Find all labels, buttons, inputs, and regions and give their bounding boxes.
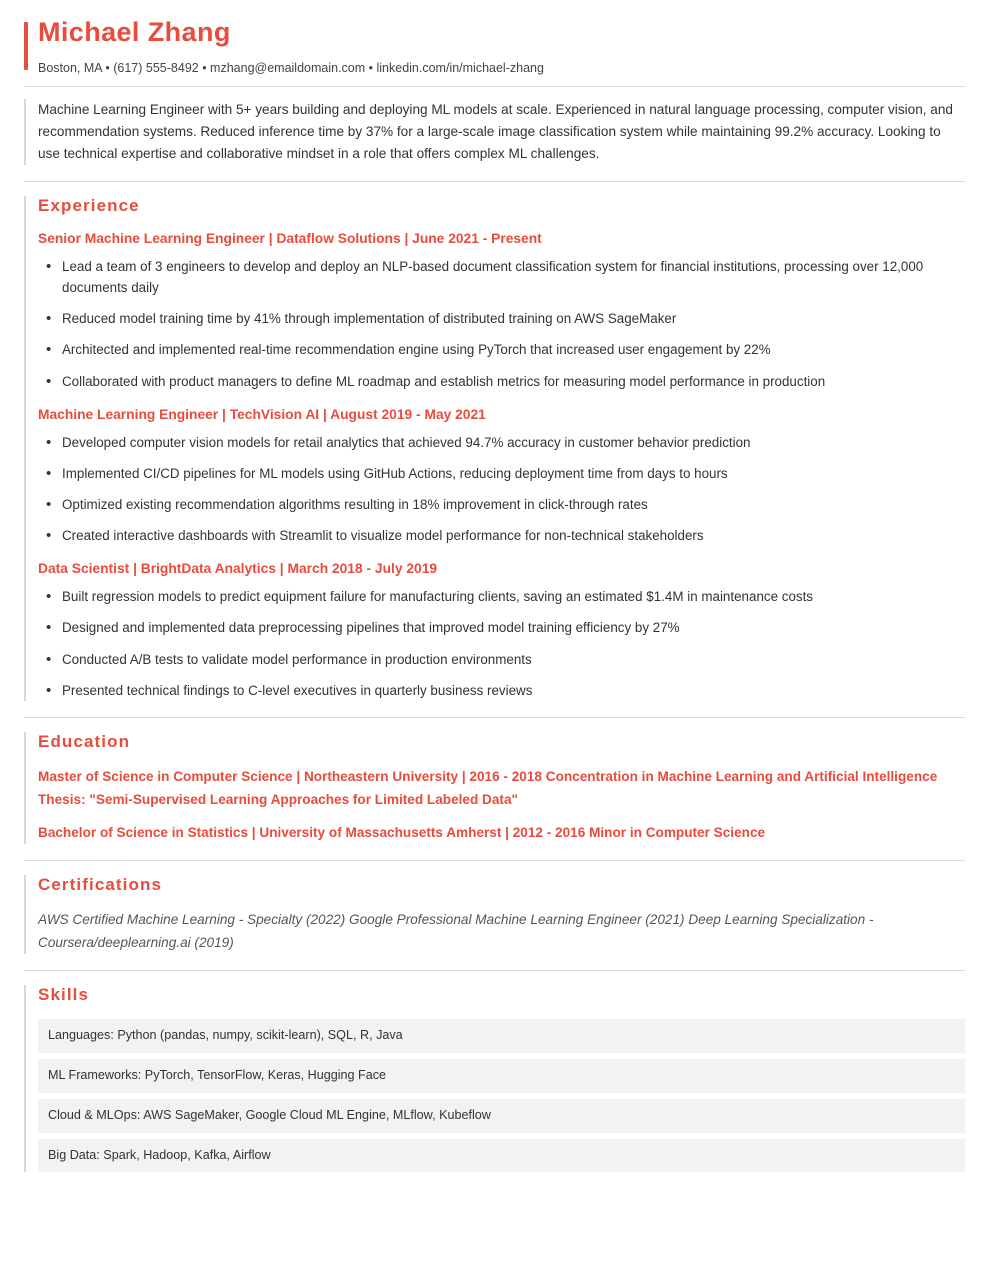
job-bullets <box>38 586 965 701</box>
experience-heading: Experience <box>38 195 140 215</box>
job-bullet: • Created interactive dashboards with Streamlit to visualize model performance for non-technical stakeholders <box>60 525 965 546</box>
education-section <box>24 732 965 844</box>
summary-section <box>24 99 965 165</box>
job-heading: Senior Machine Learning Engineer | Dataflow Solutions | June 2021 - Present <box>38 230 542 246</box>
job-bullet: • Presented technical findings to C-level executives in quarterly business reviews <box>60 680 965 701</box>
header-divider <box>24 86 965 87</box>
skill-row: Languages: Python (pandas, numpy, scikit-learn), SQL, R, Java <box>38 1019 965 1053</box>
experience-item <box>38 230 965 392</box>
experience-item <box>38 560 965 701</box>
job-heading: Machine Learning Engineer | TechVision AI | August 2019 - May 2021 <box>38 406 486 422</box>
job-bullet: • Reduced model training time by 41% through implementation of distributed training on AWS SageMaker <box>60 308 965 329</box>
job-bullet: • Designed and implemented data preprocessing pipelines that improved model training efficiency by 27% <box>60 617 965 638</box>
skill-row: Big Data: Spark, Hadoop, Kafka, Airflow <box>38 1139 965 1173</box>
certifications-heading: Certifications <box>38 875 163 895</box>
job-bullets <box>38 256 965 392</box>
education-entry: Bachelor of Science in Statistics | University of Massachusetts Amherst | 2012 - 2016 Minor in Computer Science <box>38 824 766 840</box>
job-bullet: • Collaborated with product managers to define ML roadmap and establish metrics for measuring model performance in production <box>60 371 965 392</box>
education-entry: Master of Science in Computer Science | Northeastern University | 2016 - 2018 Concentration in Machine Learning and Artificial Intelligence Thesis: "Semi-Supervised Learning Approaches for Limited Labeled Data" <box>38 768 938 807</box>
job-bullet: • Built regression models to predict equipment failure for manufacturing clients, saving an estimated $1.4M in maintenance costs <box>60 586 965 607</box>
skill-row: ML Frameworks: PyTorch, TensorFlow, Keras, Hugging Face <box>38 1059 965 1093</box>
job-bullet: • Optimized existing recommendation algorithms resulting in 18% improvement in click-through rates <box>60 494 965 515</box>
education-divider <box>24 860 965 861</box>
summary-text: Machine Learning Engineer with 5+ years building and deploying ML models at scale. Experienced in natural language processing, computer vision, and recommendation systems. Reduced inference time by 37% for a large-scale image classification system while maintaining 99.2% accuracy. Looking to use technical expertise and collaborative mindset in a role that offers complex ML challenges. <box>38 101 953 161</box>
job-bullet: • Conducted A/B tests to validate model performance in production environments <box>60 649 965 670</box>
job-heading: Data Scientist | BrightData Analytics | March 2018 - July 2019 <box>38 561 438 577</box>
skill-row: Cloud & MLOps: AWS SageMaker, Google Cloud ML Engine, MLflow, Kubeflow <box>38 1099 965 1133</box>
job-bullets <box>38 432 965 547</box>
contact-line: Boston, MA • (617) 555-8492 • mzhang@emaildomain.com • linkedin.com/in/michael-zhang <box>38 60 544 75</box>
skills-section <box>24 985 965 1172</box>
certifications-section <box>24 875 965 954</box>
experience-section <box>24 196 965 701</box>
job-bullet: • Developed computer vision models for retail analytics that achieved 94.7% accuracy in customer behavior prediction <box>60 432 965 453</box>
job-bullet: • Implemented CI/CD pipelines for ML models using GitHub Actions, reducing deployment time from days to hours <box>60 463 965 484</box>
certifications-text: AWS Certified Machine Learning - Specialty (2022) Google Professional Machine Learning Engineer (2021) Deep Learning Specialization - Coursera/deeplearning.ai (2019) <box>38 912 874 950</box>
experience-divider <box>24 717 965 718</box>
certifications-divider <box>24 970 965 971</box>
summary-divider <box>24 181 965 182</box>
job-bullet: • Architected and implemented real-time recommendation engine using PyTorch that increased user engagement by 22% <box>60 339 965 360</box>
education-heading: Education <box>38 731 131 751</box>
job-bullet: • Lead a team of 3 engineers to develop and deploy an NLP-based document classification system for financial institutions, processing over 12,000 documents daily <box>60 256 965 298</box>
resume-header <box>24 18 965 76</box>
skills-heading: Skills <box>38 985 90 1005</box>
candidate-name: Michael Zhang <box>38 17 231 47</box>
experience-item <box>38 406 965 547</box>
